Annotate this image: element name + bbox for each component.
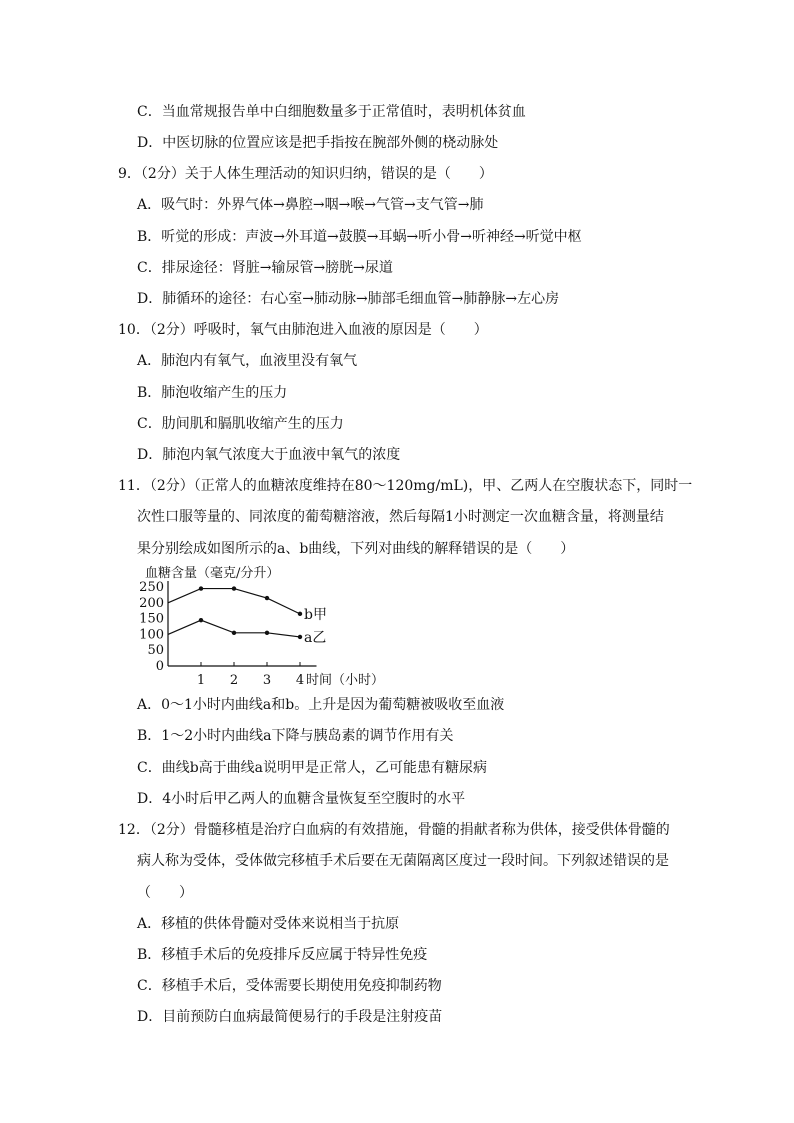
chart-data-point <box>265 596 269 600</box>
q11-stem-line-3: 果分别绘成如图所示的a、b曲线，下列对曲线的解释错误的是（ ） <box>137 541 575 557</box>
chart-data-point <box>298 612 302 616</box>
q10-option-c: C．肋间肌和膈肌收缩产生的压力 <box>137 416 344 432</box>
chart-y-tick-label: 250 <box>139 580 164 595</box>
chart-x-tick-label: 4 <box>295 673 305 688</box>
chart-data-point <box>199 586 203 590</box>
chart-data-point <box>232 631 236 635</box>
q11-option-a: A．0～1小时内曲线a和b。上升是因为葡萄糖被吸收至血液 <box>137 697 505 713</box>
q10-option-a: A．肺泡内有氧气，血液里没有氧气 <box>137 353 358 369</box>
chart-y-tick-label: 0 <box>155 659 164 674</box>
q12-stem-line-3: （ ） <box>137 885 193 901</box>
chart-x-tick-label: 3 <box>262 673 272 688</box>
chart-x-tick-label: 1 <box>196 673 206 688</box>
chart-data-point <box>199 618 203 622</box>
q12-stem-line-2: 病人称为受体，受体做完移植手术后要在无菌隔离区度过一段时间。下列叙述错误的是 <box>137 853 669 869</box>
q12-option-a: A．移植的供体骨髓对受体来说相当于抗原 <box>137 916 400 932</box>
q8-option-d: D．中医切脉的位置应该是把手指按在腕部外侧的桡动脉处 <box>137 135 499 151</box>
chart-series-line <box>168 589 300 614</box>
q10-option-b: B．肺泡收缩产生的压力 <box>137 385 288 401</box>
chart-ylabel: 血糖含量（毫克/分升） <box>145 566 280 581</box>
chart-series-label: b甲 <box>304 606 327 623</box>
q11-stem-line-2: 次性口服等量的、同浓度的葡萄糖溶液，然后每隔1小时测定一次血糖含量，将测量结 <box>137 509 664 525</box>
chart-xlabel: 时间（小时） <box>306 673 385 688</box>
chart-y-tick-label: 50 <box>147 643 164 659</box>
chart-series-label: a乙 <box>304 629 327 646</box>
q9-stem: 9．（2分）关于人体生理活动的知识归纳，错误的是（ ） <box>118 166 493 182</box>
chart-data-point <box>265 631 269 635</box>
q10-stem: 10．（2分）呼吸时，氧气由肺泡进入血液的原因是（ ） <box>118 322 488 338</box>
chart-data-point <box>298 635 302 639</box>
q12-option-c: C．移植手术后，受体需要长期使用免疫抑制药物 <box>137 978 442 994</box>
chart-data-point <box>232 586 236 590</box>
q11-option-b: B．1～2小时内曲线a下降与胰岛素的调节作用有关 <box>137 728 454 744</box>
q9-option-d: D．肺循环的途径：右心室→肺动脉→肺部毛细血管→肺静脉→左心房 <box>137 291 560 307</box>
q9-option-b: B．听觉的形成：声波→外耳道→鼓膜→耳蜗→听小骨→听神经→听觉中枢 <box>137 229 582 245</box>
blood-sugar-chart <box>130 560 385 690</box>
q11-option-d: D．4小时后甲乙两人的血糖含量恢复至空腹时的水平 <box>137 791 466 807</box>
chart-y-tick-label: 100 <box>139 627 164 643</box>
chart-y-tick-label: 150 <box>139 611 164 627</box>
chart-x-tick-label: 2 <box>229 673 239 688</box>
q11-option-c: C．曲线b高于曲线a说明甲是正常人，乙可能患有糖尿病 <box>137 760 488 776</box>
q8-option-c: C．当血常规报告单中白细胞数量多于正常值时，表明机体贫血 <box>137 104 526 120</box>
q11-stem-line-1: 11．（2分）（正常人的血糖浓度维持在80～120mg/mL)，甲、乙两人在空腹状态下，同时一 <box>118 478 693 494</box>
q12-stem-line-1: 12．（2分）骨髓移植是治疗白血病的有效措施，骨髓的捐献者称为供体，接受供体骨髓的 <box>118 822 670 838</box>
q9-option-a: A．吸气时：外界气体→鼻腔→咽→喉→气管→支气管→肺 <box>137 197 484 213</box>
q12-option-b: B．移植手术后的免疫排斥反应属于特异性免疫 <box>137 947 428 963</box>
q9-option-c: C．排尿途径：肾脏→输尿管→膀胱→尿道 <box>137 260 393 276</box>
q12-option-d: D．目前预防白血病最简便易行的手段是注射疫苗 <box>137 1009 443 1025</box>
q10-option-d: D．肺泡内氧气浓度大于血液中氧气的浓度 <box>137 447 401 463</box>
chart-y-tick-label: 200 <box>139 595 164 611</box>
